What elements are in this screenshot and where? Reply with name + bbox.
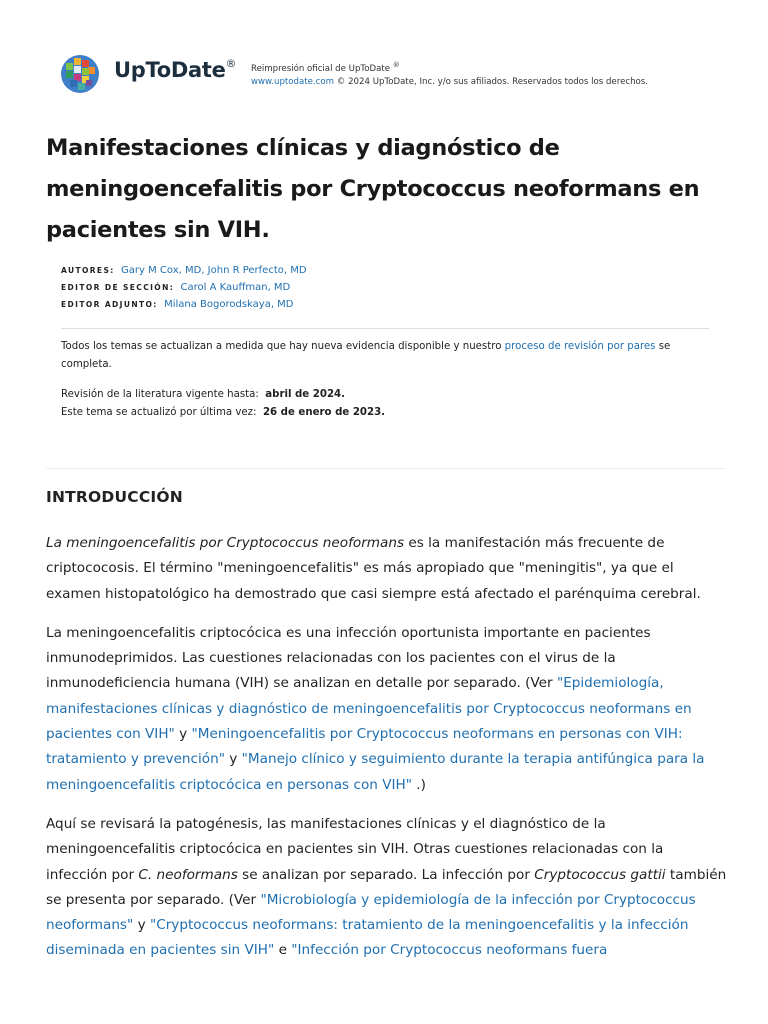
uptodate-logo-icon bbox=[60, 54, 100, 94]
section-editor-link[interactable]: Carol A Kauffman, MD bbox=[180, 282, 291, 293]
section-heading: INTRODUCCIÓN bbox=[46, 488, 183, 506]
page-title: Manifestaciones clínicas y diagnóstico de meningoencefalitis por Cryptococcus neoformans en pacientes sin VIH. bbox=[46, 135, 700, 243]
lit-review-date: abril de 2024. bbox=[265, 389, 345, 400]
reprint-notice: Reimpresión oficial de UpToDate ® www.uptodate.com © 2024 UpToDate, Inc. y/o sus afiliados. Reservados todos los derechos. bbox=[251, 61, 648, 87]
topic-link[interactable]: "Cryptococcus neoformans: tratamiento de la meningoencefalitis y la infección diseminada en pacientes sin VIH" bbox=[46, 917, 689, 959]
paragraph: La meningoencefalitis por Cryptococcus neoformans es la manifestación más frecuente de criptococosis. El término "meningoencefalitis" es más apropiado que "meningitis", ya que el examen histopatológico ha demostrado que casi siempre está afectado el parénquima cerebral. bbox=[46, 535, 701, 602]
divider bbox=[46, 468, 724, 469]
authors-link[interactable]: Gary M Cox, MD, John R Perfecto, MD bbox=[121, 265, 307, 276]
topic-link[interactable]: "Infección por Cryptococcus neoformans fuera bbox=[291, 942, 608, 959]
topic-link[interactable]: "Meningoencefalitis por Cryptococcus neoformans en personas con VIH: tratamiento y prevención" bbox=[46, 726, 683, 768]
brand-name[interactable]: UpToDate® bbox=[114, 57, 237, 82]
last-updated-date: 26 de enero de 2023. bbox=[262, 406, 386, 418]
topic-link[interactable]: "Manejo clínico y seguimiento durante la terapia antifúngica para la meningoencefalitis criptocócica en personas con VIH" bbox=[46, 751, 705, 793]
peer-review-link[interactable]: proceso de revisión por pares bbox=[504, 341, 656, 352]
topic-link[interactable]: "Epidemiología, manifestaciones clínicas y diagnóstico de meningoencefalitis por Cryptococcus neoformans en pacientes con VIH" bbox=[46, 675, 692, 743]
update-info: Todos los temas se actualizan a medida que hay nueva evidencia disponible y nuestro proceso de revisión por pares se completa. Revisión de la literatura vigente hasta: abril de 2024. Este tema se actualizó por última vez: 26 de enero de 2023. bbox=[61, 341, 671, 418]
credits: AUTORES: Gary M Cox, MD, John R Perfecto, MD EDITOR DE SECCIÓN: Carol A Kauffman, MD EDITOR ADJUNTO: Milana Bogorodskaya, MD bbox=[61, 265, 307, 310]
divider bbox=[61, 328, 709, 329]
paragraph: La meningoencefalitis criptocócica es una infección oportunista importante en pacientes inmunodeprimidos. Las cuestiones relacionadas con los pacientes con el virus de la inmunodeficiencia humana (VIH) se analizan en detalle por separado. (Ver "Epidemiología, manifestaciones clínicas y diagnóstico de meningoencefalitis por Cryptococcus neoformans en pacientes con VIH" y "Meningoencefalitis por Cryptococcus neoformans en personas con VIH: tratamiento y prevención" y "Manejo clínico y seguimiento durante la terapia antifúngica para la meningoencefalitis criptocócica en personas con VIH" .) bbox=[46, 624, 705, 793]
paragraph: Aquí se revisará la patogénesis, las manifestaciones clínicas y el diagnóstico de la meningoencefalitis criptocócica en pacientes sin VIH. Otras cuestiones relacionadas con la infección por C. neoformans se analizan por separado. La infección por Cryptococcus gattii también se presenta por separado. (Ver "Microbiología y epidemiología de la infección por Cryptococcus neoformans" y "Cryptococcus neoformans: tratamiento de la meningoencefalitis y la infección diseminada en pacientes sin VIH" e "Infección por Cryptococcus neoformans fuera bbox=[46, 815, 727, 959]
deputy-editor-link[interactable]: Milana Bogorodskaya, MD bbox=[164, 299, 294, 310]
topic-link[interactable]: "Microbiología y epidemiología de la infección por Cryptococcus neoformans" bbox=[46, 891, 696, 934]
site-link[interactable]: www.uptodate.com bbox=[251, 76, 335, 87]
article-body bbox=[46, 531, 728, 978]
header bbox=[60, 52, 740, 98]
